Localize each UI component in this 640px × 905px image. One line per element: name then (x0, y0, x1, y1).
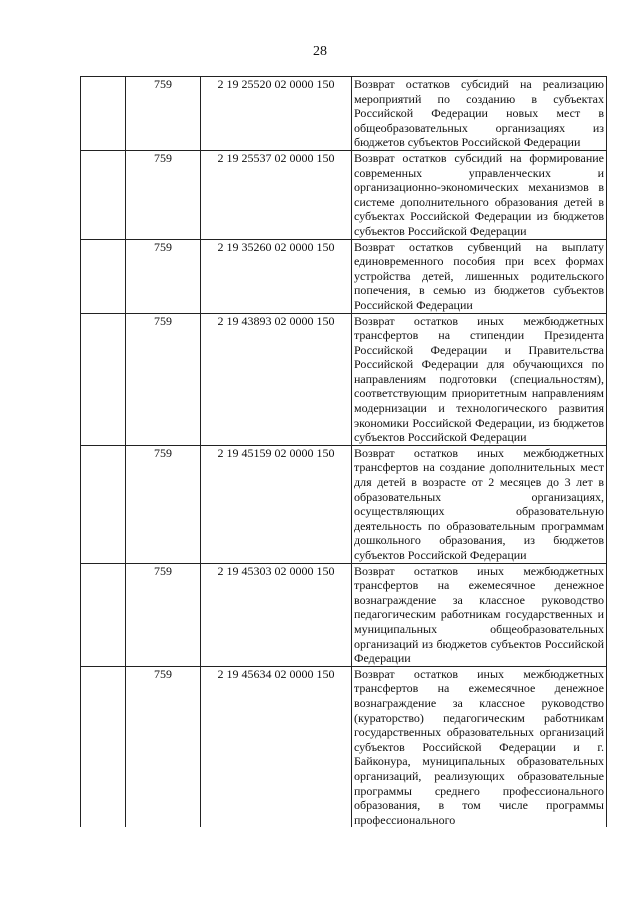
empty-cell (81, 313, 126, 445)
empty-cell (81, 239, 126, 313)
table-row (81, 666, 607, 784)
budget-code-cell: 2 19 35260 02 0000 150 (201, 239, 352, 313)
description-cell: Возврат остатков иных межбюджетных трансфертов на создание дополнительных мест для детей в возрасте от 2 месяцев до 3 лет в образовательных организациях, осуществляющих образовательную деятельность по образовательным программам дошкольного образования, из бюджетов субъектов Российской Федерации (352, 445, 607, 563)
table-row (81, 563, 607, 666)
budget-code-cell: 2 19 25520 02 0000 150 (201, 77, 352, 151)
description-cell: Возврат остатков иных межбюджетных трансфертов на ежемесячное денежное вознаграждение за классное руководство (кураторство) педагогическим работникам государственных образовательных организаций субъектов Российской Федерации и г. Байконура, муниципальных образовательных организаций, реализующих образовательные программы среднего профессионального образования, в том числе программы профессионального (352, 666, 607, 784)
table-row (81, 445, 607, 563)
budget-code-cell: 2 19 43893 02 0000 150 (201, 313, 352, 445)
admin-code-cell: 759 (126, 150, 201, 239)
description-cell: Возврат остатков субвенций на выплату единовременного пособия при всех формах устройства детей, лишенных родительского попечения, в семью из бюджетов субъектов Российской Федерации (352, 239, 607, 313)
page-number: 28 (313, 44, 327, 59)
budget-code-cell: 2 19 25537 02 0000 150 (201, 150, 352, 239)
description-cell: Возврат остатков субсидий на реализацию мероприятий по созданию в субъектах Российской Федерации новых мест в общеобразовательных организациях из бюджетов субъектов Российской Федерации (352, 77, 607, 151)
empty-cell (81, 563, 126, 666)
table-row (81, 77, 607, 151)
description-cell: Возврат остатков субсидий на формирование современных управленческих и организационно-экономических механизмов в системе дополнительного образования детей в субъектах Российской Федерации из бюджетов субъектов Российской Федерации (352, 150, 607, 239)
budget-codes-table (80, 76, 607, 827)
admin-code-cell: 759 (126, 666, 201, 784)
empty-cell (81, 77, 126, 151)
empty-cell (81, 150, 126, 239)
admin-code-cell: 759 (126, 239, 201, 313)
empty-cell (81, 666, 126, 784)
table-row (81, 150, 607, 239)
admin-code-cell: 759 (126, 445, 201, 563)
budget-code-cell: 2 19 45634 02 0000 150 (201, 666, 352, 784)
description-cell: Возврат остатков иных межбюджетных трансфертов на ежемесячное денежное вознаграждение за классное руководство педагогическим работникам государственных и муниципальных общеобразовательных организаций из бюджетов субъектов Российской Федерации (352, 563, 607, 666)
empty-cell (81, 445, 126, 563)
budget-code-cell: 2 19 45159 02 0000 150 (201, 445, 352, 563)
admin-code-cell: 759 (126, 77, 201, 151)
table-row (81, 239, 607, 313)
table-row (81, 313, 607, 445)
admin-code-cell: 759 (126, 313, 201, 445)
budget-code-cell: 2 19 45303 02 0000 150 (201, 563, 352, 666)
description-cell: Возврат остатков иных межбюджетных трансфертов на стипендии Президента Российской Федерации и Правительства Российской Федерации для обучающихся по направлениям подготовки (специальностям), соответствующим приоритетным направлениям модернизации и технологического развития экономики Российской Федерации, из бюджетов субъектов Российской Федерации (352, 313, 607, 445)
admin-code-cell: 759 (126, 563, 201, 666)
